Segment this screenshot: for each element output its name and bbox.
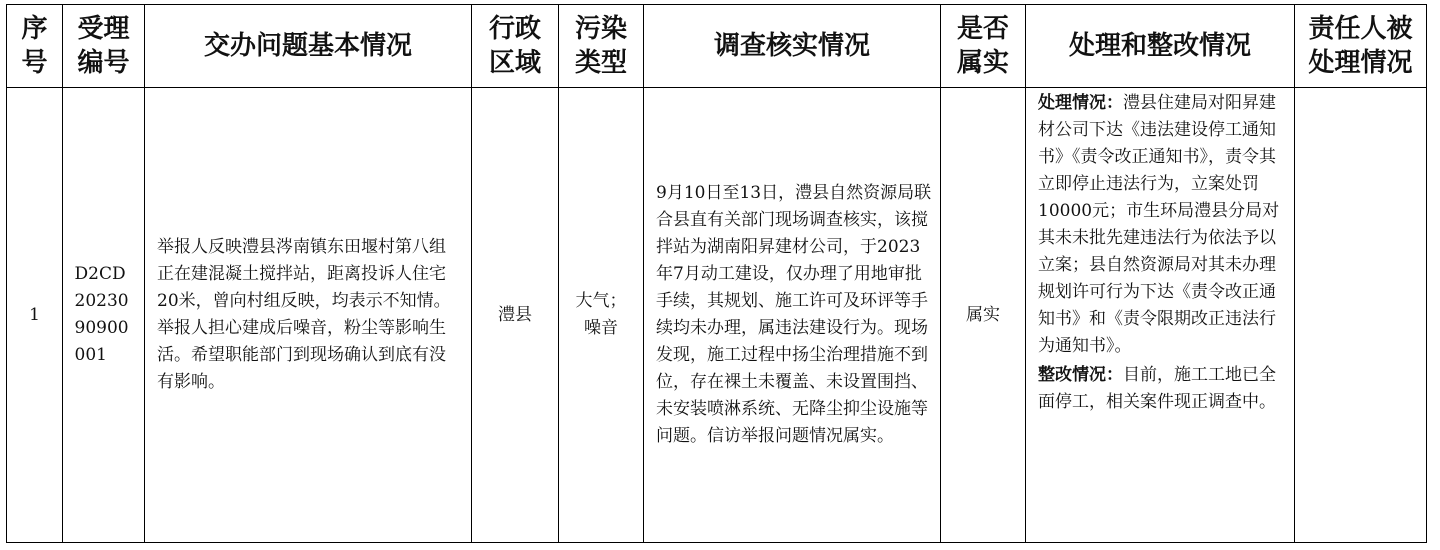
handling-text: 澧县住建局对阳昇建材公司下达《违法建设停工通知书》《责令改正通知书》，责令其立即停止违法行为，立案处罚10000元；市生环局澧县分局对其未未批先建违法行为依法予以立案；县自然资源局对其未办理规划许可行为下达《责令改正通知书》和《责令限期改正违法行为通知书》。 [1038, 93, 1280, 356]
header-region: 行政区域 [472, 5, 559, 88]
handling-label: 处理情况： [1038, 93, 1123, 113]
header-pollution: 污染类型 [559, 5, 644, 88]
header-id: 受理编号 [63, 5, 145, 88]
rectify-label: 整改情况： [1038, 365, 1123, 385]
header-issue: 交办问题基本情况 [145, 5, 472, 88]
header-handling: 处理和整改情况 [1026, 5, 1295, 88]
cell-id: D2CD2023090900001 [63, 88, 145, 543]
complaint-table [6, 4, 1427, 543]
cell-pollution [559, 88, 644, 543]
cell-investigation: 9月10日至13日，澧县自然资源局联合县直有关部门现场调查核实，该搅拌站为湖南阳昇建材公司，于2023年7月动工建设，仅办理了用地审批手续，其规划、施工许可及环评等手续均未办理，属违法建设行为。现场发现，施工过程中扬尘治理措施不到位，存在裸土未覆盖、未设置围挡、未安装喷淋系统、无降尘抑尘设施等问题。信访举报问题情况属实。 [644, 88, 941, 543]
cell-accountability [1295, 88, 1427, 543]
header-row [7, 5, 1427, 88]
cell-verified: 属实 [941, 88, 1026, 543]
pollution-type-1: 大气； [575, 291, 627, 311]
cell-region: 澧县 [472, 88, 559, 543]
header-seq: 序号 [7, 5, 63, 88]
cell-handling [1026, 88, 1295, 543]
header-investigation: 调查核实情况 [644, 5, 941, 88]
table-row [7, 88, 1427, 543]
handling-section [1038, 90, 1288, 360]
rectify-text: 目前，施工工地已全面停工，相关案件现正调查中。 [1038, 365, 1276, 412]
cell-seq: 1 [7, 88, 63, 543]
cell-issue: 举报人反映澧县涔南镇东田堰村第八组正在建混凝土搅拌站，距离投诉人住宅20米，曾向村组反映，均表示不知情。举报人担心建成后噪音，粉尘等影响生活。希望职能部门到现场确认到底有没有影响。 [145, 88, 472, 543]
header-verified: 是否属实 [941, 5, 1026, 88]
pollution-type-2: 噪音 [584, 318, 618, 338]
rectify-section [1038, 362, 1288, 416]
header-accountability: 责任人被处理情况 [1295, 5, 1427, 88]
